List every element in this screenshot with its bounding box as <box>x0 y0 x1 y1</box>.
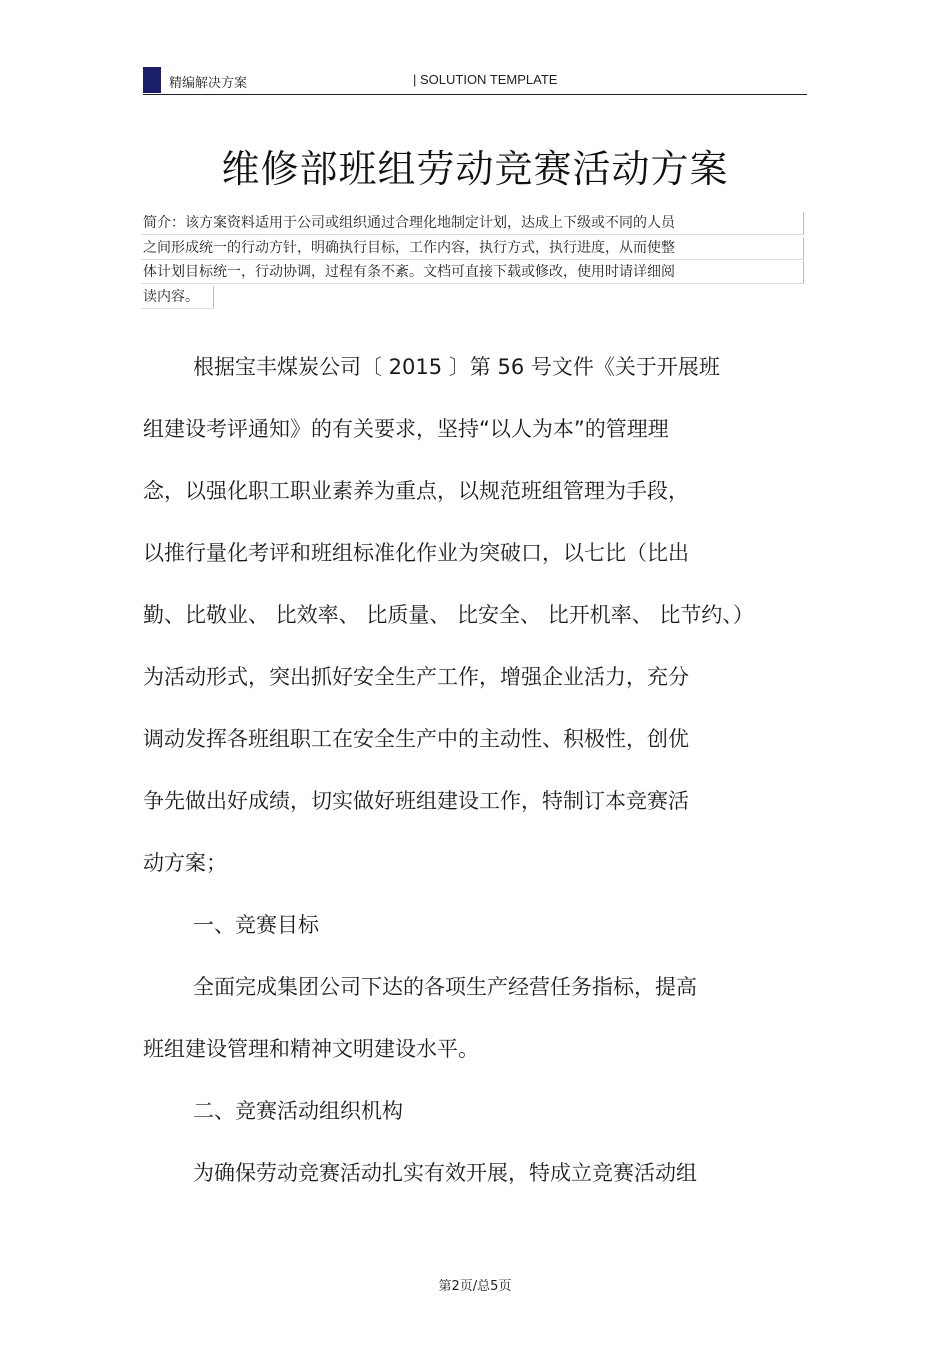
summary-line: 简介：该方案资料适用于公司或组织通过合理化地制定计划，达成上下级或不同的人员 <box>143 211 807 236</box>
body-line: 以推行量化考评和班组标准化作业为突破口，以七比（比出 <box>143 541 689 565</box>
body-line: 争先做出好成绩，切实做好班组建设工作，特制订本竞赛活 <box>143 789 689 813</box>
page-number: 第2页/总5页 <box>438 1279 512 1294</box>
body-line: 为确保劳动竞赛活动扎实有效开展，特成立竞赛活动组 <box>193 1161 697 1185</box>
summary-block <box>143 211 807 309</box>
body-line: 动方案； <box>143 851 227 875</box>
body-line: 组建设考评通知》的有关要求，坚持“以人为本”的管理理 <box>143 417 669 441</box>
page-header <box>143 66 807 95</box>
body-line: 全面完成集团公司下达的各项生产经营任务指标，提高 <box>193 975 697 999</box>
body-line: 勤、比敬业、 比效率、 比质量、 比安全、 比开机率、 比节约、） <box>143 603 754 627</box>
body-line: 念，以强化职工职业素养为重点，以规范班组管理为手段， <box>143 479 689 503</box>
summary-line: 之间形成统一的行动方针，明确执行目标，工作内容，执行方式，执行进度，从而使整 <box>143 236 807 261</box>
summary-line: 读内容。 <box>143 285 807 310</box>
document-title: 维修部班组劳动竞赛活动方案 <box>221 147 729 191</box>
section-heading: 一、竞赛目标 <box>193 913 319 937</box>
header-tagline: | SOLUTION TEMPLATE <box>413 72 558 87</box>
logo-icon <box>143 67 161 93</box>
body-line: 调动发挥各班组职工在安全生产中的主动性、积极性，创优 <box>143 727 689 751</box>
body-line: 为活动形式，突出抓好安全生产工作，增强企业活力，充分 <box>143 665 689 689</box>
body-line: 班组建设管理和精神文明建设水平。 <box>143 1037 479 1061</box>
summary-line: 体计划目标统一，行动协调，过程有条不紊。文档可直接下载或修改，使用时请详细阅 <box>143 260 807 285</box>
header-brand: 精编解决方案 <box>169 76 248 91</box>
body-line: 根据宝丰煤炭公司〔 2015 〕第 56 号文件《关于开展班 <box>193 355 720 379</box>
section-heading: 二、竞赛活动组织机构 <box>193 1099 403 1123</box>
document-body <box>143 336 803 1204</box>
